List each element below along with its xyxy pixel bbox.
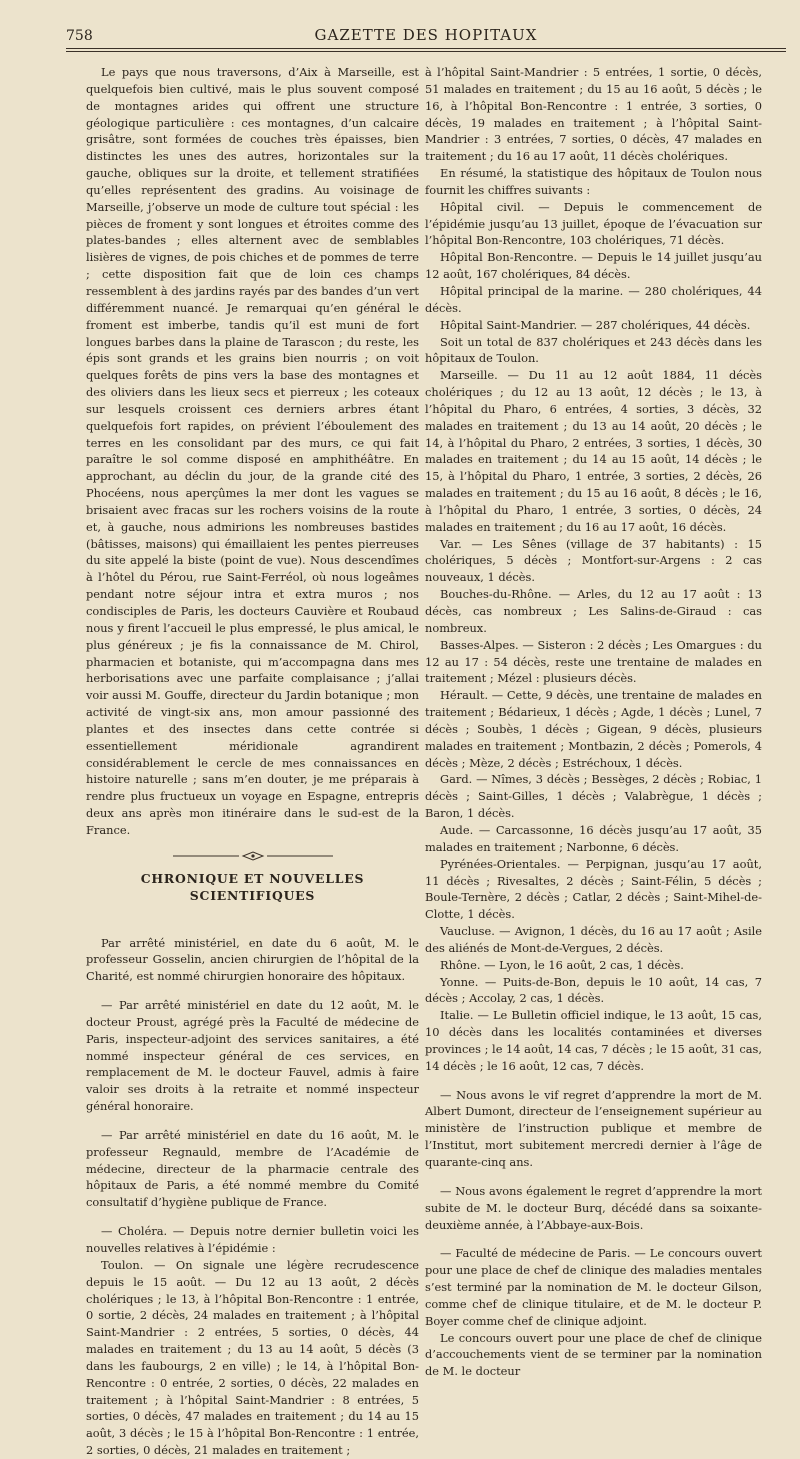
- stat-line: Hôpital principal de la marine. — 280 cholériques, 44 décès.: [425, 283, 762, 315]
- region-report: Gard. — Nîmes, 3 décès ; Bessèges, 2 décès ; Robiac, 1 décès ; Saint-Gilles, 1 décès ; Valabrègue, 1 décès ; Baron, 1 décès.: [425, 772, 762, 821]
- stat-line: Hôpital Bon-Rencontre. — Depuis le 14 juillet jusqu’au 12 août, 167 cholériques, 84 décès.: [425, 250, 762, 282]
- left-column: [86, 64, 419, 1459]
- region-report: Italie. — Le Bulletin officiel indique, le 13 août, 15 cas, 10 décès dans les localités contaminées et diverses provinces ; le 14 août, 14 cas, 7 décès ; le 15 août, 31 cas, 14 décès ; le 16 août, 12 cas, 7 décès.: [425, 1008, 762, 1073]
- page-header: [66, 24, 786, 46]
- stat-line: Hôpital civil. — Depuis le commencement de l’épidémie jusqu’au 13 juillet, époque de l’évacuation sur l’hôpital Bon-Rencontre, 103 cholériques, 71 décès.: [425, 199, 762, 248]
- news-paragraph: — Par arrêté ministériel en date du 16 août, M. le professeur Regnauld, membre de l’Académie de médecine, directeur de la pharmacie centrale des hôpitaux de Paris, a été nommé membre du Comité consultatif d’hygiène publique de France.: [86, 1127, 419, 1210]
- region-report: Vaucluse. — Avignon, 1 décès, du 16 au 17 août ; Asile des aliénés de Mont-de-Vergues, 2 décès.: [425, 924, 762, 955]
- obituary-paragraph: — Nous avons également le regret d’apprendre la mort subite de M. le docteur Burq, décédé dans sa soixante-deuxième année, à l’Abbaye-aux-Bois.: [425, 1183, 762, 1232]
- summary-paragraph: En résumé, la statistique des hôpitaux de Toulon nous fournit les chiffres suivants :: [425, 166, 762, 197]
- faculty-news: — Faculté de médecine de Paris. — Le concours ouvert pour une place de chef de clinique des maladies mentales s’est terminé par la nomination de M. le docteur Gilson, comme chef de clinique titulaire, et de M. le docteur P. Boyer comme chef de clinique adjoint.: [425, 1246, 762, 1328]
- region-report: Hérault. — Cette, 9 décès, une trentaine de malades en traitement ; Bédarieux, 1 décès ; Agde, 1 décès ; Lunel, 7 décès ; Soubès, 1 décès ; Gigean, 9 décès, plusieurs malades en traitement ; Montbazin, 2 décès ; Pomerols, 4 décès ; Mèze, 2 décès ; Estréchoux, 1 décès.: [425, 688, 762, 770]
- region-report: Basses-Alpes. — Sisteron : 2 décès ; Les Omargues : du 12 au 17 : 54 décès, reste une trentaine de malades en traitement ; Mézel : plusieurs décès.: [425, 637, 762, 686]
- ornament-divider-icon: [173, 851, 333, 861]
- section-title: CHRONIQUE ET NOUVELLES SCIENTIFIQUES: [140, 870, 365, 903]
- news-paragraph: — Par arrêté ministériel en date du 12 août, M. le docteur Proust, agrégé près la Faculté de médecine de Paris, inspecteur-adjoint des services sanitaires, a été nommé inspecteur général de ces services, en remplacement de M. le docteur Fauvel, admis à faire valoir ses droits à la retraite et nommé inspecteur général honoraire.: [86, 998, 419, 1114]
- region-report: Rhône. — Lyon, le 16 août, 2 cas, 1 décès.: [440, 957, 684, 972]
- section-ornament: [86, 849, 419, 859]
- header-rule-top: [66, 48, 786, 49]
- region-report: Aude. — Carcassonne, 16 décès jusqu’au 17 août, 35 malades en traitement ; Narbonne, 6 décès.: [425, 822, 762, 854]
- region-report: Pyrénées-Orientales. — Perpignan, jusqu’au 17 août, 11 décès ; Rivesaltes, 2 décès ; Saint-Félin, 5 décès ; Boule-Ternère, 2 décès ; Catlar, 2 décès ; Saint-Mihel-de-Clotte, 1 décès.: [425, 856, 762, 922]
- intro-paragraph: Le pays que nous traversons, d’Aix à Marseille, est quelquefois bien cultivé, mais le plus souvent composé de montagnes arides qui offrent une structure géologique particulière : ces montagnes, d’un calcaire grisâtre, sont formées de couches très épaisses, bien distinctes les unes des autres, horizontales sur la gauche, obliques sur la droite, et tellement stratifiées qu’elles représentent des gradins. Au voisinage de Marseille, j’observe un mode de culture tout spécial : les pièces de froment y sont longues et étroites comme des plates-bandes ; elles alternent avec de semblables lisières de vignes, de pois chiches et de pommes de terre ; cette disposition fait que de loin ces champs ressemblent à des jardins rayés par des bandes d’un vert différemment nuancé. Je remarquai qu’en général le froment est imberbe, tandis qu’il est muni de fort longues barbes dans la plaine de Tarascon ; du reste, les épis sont grands et les grains bien nourris ; on voit quelques forêts de pins vers la base des montagnes et des oliviers dans les lieux secs et pierreux ; les coteaux sur lesquels croissent ces derniers arbres étant quelquefois fort rapides, on prévient l’éboulement des terres en les consolidant par des murs, ce qui fait paraître le sol comme disposé en amphithéâtre. En approchant, au déclin du jour, de la grande cité des Phocéens, nous aperçûmes la mer dont les vagues se brisaient avec fracas sur les rochers voisins de la route et, à gauche, nous admirions les nombreuses bastides (bâtisses, maisons) qui émaillaient les pentes pierreuses du site appelé la biste (point de vue). Nous descendîmes à l’hôtel du Pérou, rue Saint-Ferréol, où nous logeâmes pendant notre séjour intra et extra muros ; nos condisciples de Paris, les docteurs Cauvière et Roubaud nous y firent l’accueil le plus empressé, le plus amical, le plus généreux ; je fis la connaissance de M. Chirol, pharmacien et botaniste, qui m’accompagna dans mes herborisations avec une parfaite complaisance ; j’allai voir aussi M. Gouffe, directeur du Jardin botanique ; mon activité de vingt-six ans, mon amour passionné des plantes et des insectes dans cette contrée si essentiellement méridionale agrandirent considérablement le cercle de mes connaissances en histoire naturelle ; sans m’en douter, je me préparais à rendre plus fructueux un voyage en Espagne, entrepris deux ans après mon itinéraire dans le sud-est de la France.: [86, 65, 419, 837]
- faculty-news: Le concours ouvert pour une place de chef de clinique d’accouchements vient de se terminer par la nomination de M. le docteur: [425, 1330, 762, 1379]
- stat-line: Hôpital Saint-Mandrier. — 287 cholériques, 44 décès.: [440, 317, 751, 332]
- right-column: [425, 64, 762, 1380]
- region-report: Yonne. — Puits-de-Bon, depuis le 10 août, 14 cas, 7 décès ; Accolay, 2 cas, 1 décès.: [425, 974, 762, 1006]
- stat-total: Soit un total de 837 cholériques et 243 décès dans les hôpitaux de Toulon.: [425, 334, 762, 366]
- news-paragraph: — Choléra. — Depuis notre dernier bulletin voici les nouvelles relatives à l’épidémie :: [86, 1224, 419, 1255]
- toulon-report: Toulon. — On signale une légère recrudescence depuis le 15 août. — Du 12 au 13 août, 2 décès cholériques ; le 13, à l’hôpital Bon-Rencontre : 1 entrée, 0 sortie, 2 décès, 24 malades en traitement ; à l’hôpital Saint-Mandrier : 2 entrées, 5 sorties, 0 décès, 44 malades en traitement ; du 13 au 14 août, 5 décès (3 dans les faubourgs, 2 en ville) ; le 14, à l’hôpital Bon-Rencontre : 0 entrée, 2 sorties, 0 décès, 22 malades en traitement ; à l’hôpital Saint-Mandrier : 8 entrées, 5 sorties, 0 décès, 47 malades en traitement ; du 14 au 15 août, 3 décès ; le 15 à l’hôpital Bon-Rencontre : 1 entrée, 2 sorties, 0 décès, 21 malades en traitement ;: [86, 1257, 419, 1458]
- region-report: Var. — Les Sênes (village de 37 habitants) : 15 cholériques, 5 décès ; Montfort-sur-Argens : 2 cas nouveaux, 1 décès.: [425, 536, 762, 585]
- journal-title: GAZETTE DES HOPITAUX: [314, 26, 538, 44]
- region-report: Bouches-du-Rhône. — Arles, du 12 au 17 août : 13 décès, cas nombreux ; Les Salins-de-Giraud : cas nombreux.: [425, 587, 762, 635]
- obituary-paragraph: — Nous avons le vif regret d’apprendre la mort de M. Albert Dumont, directeur de l’enseignement supérieur au ministère de l’instruction publique et membre de l’Institut, mort subitement mercredi dernier à l’âge de quarante-cinq ans.: [425, 1087, 762, 1169]
- page-number: 758: [66, 28, 93, 44]
- region-report: Marseille. — Du 11 au 12 août 1884, 11 décès cholériques ; du 12 au 13 août, 12 décès ; le 13, à l’hôpital du Pharo, 6 entrées, 4 sorties, 3 décès, 32 malades en traitement ; du 13 au 14 août, 20 décès ; le 14, à l’hôpital du Pharo, 2 entrées, 3 sorties, 1 décès, 30 malades en traitement ; du 14 au 15 août, 14 décès ; le 15, à l’hôpital du Pharo, 1 entrée, 3 sorties, 2 décès, 26 malades en traitement ; du 15 au 16 août, 8 décès ; le 16, à l’hôpital du Pharo, 1 entrée, 3 sorties, 0 décès, 24 malades en traitement ; du 16 au 17 août, 16 décès.: [425, 368, 762, 534]
- header-rule-bottom: [66, 51, 786, 52]
- toulon-report-continued: à l’hôpital Saint-Mandrier : 5 entrées, 1 sortie, 0 décès, 51 malades en traitement ; du 15 au 16 août, 5 décès ; le 16, à l’hôpital Bon-Rencontre : 1 entrée, 3 sorties, 0 décès, 19 malades en traitement ; à l’hôpital Saint-Mandrier : 3 entrées, 7 sorties, 0 décès, 47 malades en traitement ; du 16 au 17 août, 11 décès cholériques.: [425, 65, 762, 164]
- news-paragraph: Par arrêté ministériel, en date du 6 août, M. le professeur Gosselin, ancien chirurgien de l’hôpital de la Charité, est nommé chirurgien honoraire des hôpitaux.: [86, 935, 419, 984]
